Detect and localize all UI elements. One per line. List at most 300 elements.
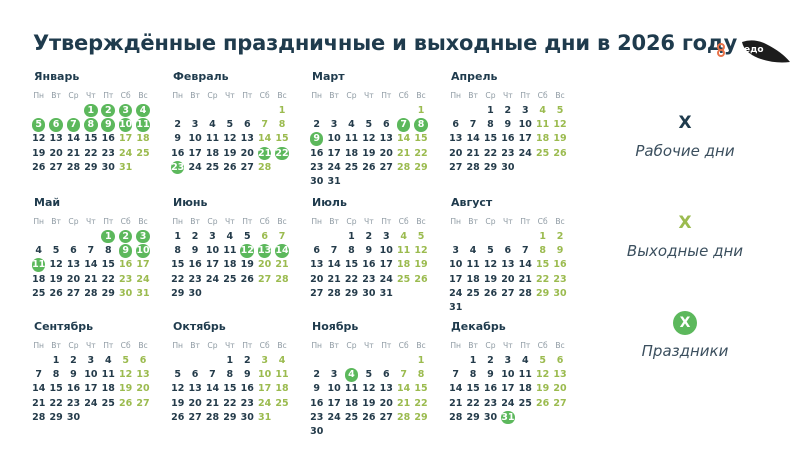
legend-working-label: Рабочие дни [635,142,735,160]
weekday-header: Сб [537,217,548,227]
weekday-header: Вт [51,91,61,101]
empty-cell [30,353,47,367]
working-day: 10 [327,133,341,145]
working-day: 9 [174,133,181,145]
empty-cell [517,229,534,243]
day-off: 15 [414,133,428,145]
day-off: 22 [414,397,428,409]
working-day: 16 [501,133,515,145]
working-day: 28 [205,411,220,423]
working-day: 22 [223,397,237,409]
weekday-header: Вт [468,341,478,351]
day-off: 29 [414,161,428,173]
working-day: 18 [101,383,115,395]
empty-cell [447,103,464,117]
working-day: 5 [365,368,373,380]
working-day: 18 [466,273,480,285]
working-day: 10 [449,259,463,271]
working-day: 13 [379,383,393,395]
working-day: 27 [49,161,63,173]
working-day: 2 [313,368,320,380]
working-day: 12 [49,259,63,271]
working-day: 4 [521,354,529,366]
working-day: 3 [504,354,512,366]
month-day-grid [169,339,291,425]
day-off: 17 [136,259,150,271]
weekday-header: Ср [68,341,79,351]
empty-cell [169,353,186,367]
working-day: 18 [32,273,46,285]
working-day: 23 [483,397,498,409]
working-day: 23 [310,161,324,173]
empty-cell [239,103,256,117]
working-day: 25 [205,161,220,173]
legend-days-off-label: Выходные дни [626,242,744,260]
working-day: 20 [66,273,81,285]
working-day: 8 [174,244,181,256]
working-day: 29 [101,287,115,299]
working-day: 3 [191,118,199,130]
working-day: 7 [452,368,459,380]
holiday-day: 9 [308,132,325,146]
empty-cell [447,229,464,243]
month-name: Январь [34,70,80,83]
working-day: 14 [518,259,532,271]
working-day: 9 [191,244,199,256]
working-day: 28 [32,411,46,423]
working-day: 19 [483,273,498,285]
holiday-day: 7 [65,118,82,132]
weekday-header: Вт [51,217,61,227]
weekday-header: Чт [86,91,96,101]
day-off-mark: X [678,213,692,233]
day-off: 7 [400,368,407,380]
weekday-header: Пт [520,341,531,351]
working-day: 24 [84,397,98,409]
working-day: 19 [240,259,254,271]
working-day: 13 [66,259,81,271]
working-day: 8 [469,368,477,380]
month-name: Май [34,196,61,209]
working-day: 5 [52,244,60,256]
working-day: 20 [49,147,63,159]
working-day: 3 [87,354,95,366]
holiday-day: 2 [117,229,134,243]
working-day: 25 [32,287,46,299]
working-day: 18 [344,397,359,409]
day-off: 25 [275,397,289,409]
working-day: 3 [209,230,216,242]
day-off: 31 [136,287,150,299]
working-day: 16 [310,147,324,159]
holiday-day: 4 [343,368,360,382]
holiday-day: 11 [136,118,150,130]
working-day: 21 [84,273,98,285]
weekday-header: Ср [346,341,357,351]
working-day: 28 [466,161,480,173]
day-off: 20 [553,383,567,395]
month-day-grid [308,215,430,301]
holiday-day: 9 [100,118,117,132]
empty-cell [221,103,238,117]
working-day: 3 [330,118,338,130]
weekday-header: Ср [68,217,79,227]
working-day: 16 [240,383,254,395]
empty-cell [308,353,325,367]
day-off: 28 [258,161,272,173]
empty-cell [186,353,203,367]
holiday-day: 1 [100,229,117,243]
day-off: 21 [397,147,411,159]
month-day-grid [30,339,152,425]
empty-cell [204,353,221,367]
weekday-header: Сб [537,91,548,101]
holiday-day: 31 [501,411,515,423]
working-day: 27 [449,161,463,173]
working-day: 10 [84,368,98,380]
working-day: 27 [310,287,324,299]
working-day: 12 [171,383,185,395]
working-day: 15 [49,383,63,395]
day-off: 5 [556,104,564,116]
holiday-day: 3 [134,229,151,243]
working-day: 8 [226,368,234,380]
working-day: 2 [174,118,181,130]
working-day: 1 [469,354,477,366]
working-day: 30 [483,411,498,423]
weekday-header: Вс [138,341,148,351]
working-day: 14 [327,259,341,271]
working-day: 26 [362,161,376,173]
working-day: 24 [327,161,341,173]
holiday-day: 10 [119,118,133,130]
working-day: 29 [171,287,185,299]
holiday-day: 2 [100,103,117,117]
working-day: 19 [32,147,46,159]
month-name: Февраль [173,70,229,83]
working-day: 13 [379,133,393,145]
holiday-day: 5 [30,118,47,132]
day-off: 18 [275,383,289,395]
weekday-header: Пн [33,91,45,101]
day-off: 29 [536,287,550,299]
month-day-grid [169,215,291,301]
day-off: 12 [119,368,133,380]
day-off: 11 [275,368,289,380]
working-day: 15 [84,133,98,145]
holiday-day: 12 [240,244,254,256]
working-day: 7 [330,244,338,256]
month-day-grid [30,89,152,175]
working-day: 17 [501,383,515,395]
weekday-header: Вс [138,91,148,101]
working-day: 14 [449,383,463,395]
weekday-header: Сб [259,91,270,101]
working-day: 26 [171,411,185,423]
working-day: 17 [84,383,98,395]
working-day: 27 [379,161,393,173]
day-off: 27 [553,397,567,409]
working-day: 11 [223,244,237,256]
weekday-header: Пт [103,341,114,351]
day-off: 27 [258,273,272,285]
day-off: 18 [136,133,150,145]
day-off: 28 [397,411,411,423]
day-off: 26 [119,397,133,409]
working-day: 2 [365,230,373,242]
day-off: 28 [397,161,411,173]
working-day: 20 [188,397,202,409]
day-off: 7 [261,118,268,130]
weekday-header: Сб [259,217,270,227]
day-off: 14 [397,133,411,145]
weekday-header: Пн [311,341,323,351]
legend-days-off [610,210,760,260]
weekday-header: Пн [33,217,45,227]
working-day: 11 [518,368,532,380]
day-off: 15 [275,133,289,145]
holiday-day: 9 [117,244,134,258]
working-day: 11 [101,368,115,380]
working-day: 16 [362,259,376,271]
day-off: 22 [414,147,428,159]
weekday-header: Пт [242,217,253,227]
working-day: 2 [243,354,251,366]
empty-cell [360,103,377,117]
working-day: 15 [101,259,115,271]
working-day: 5 [226,118,234,130]
day-off: 1 [539,230,546,242]
month-name: Июль [312,196,347,209]
empty-cell [47,229,64,243]
working-day: 30 [101,161,115,173]
working-day: 27 [501,287,515,299]
working-day: 31 [327,176,341,188]
holiday-day: 11 [32,259,46,271]
empty-cell [30,229,47,243]
day-off: 14 [397,383,411,395]
working-day: 31 [379,287,393,299]
working-day: 17 [188,147,202,159]
working-day: 21 [327,273,341,285]
day-off: 7 [278,230,286,242]
weekday-header: Чт [86,341,96,351]
weekday-header: Пн [33,341,45,351]
weekday-header: Пн [172,341,184,351]
working-day-mark: X [678,113,692,133]
working-day: 21 [449,397,463,409]
working-day: 15 [466,383,480,395]
working-day: 6 [70,244,77,256]
day-off: 30 [119,287,133,299]
working-day: 28 [66,161,81,173]
weekday-header: Пт [520,217,531,227]
working-day: 13 [501,259,515,271]
empty-cell [169,103,186,117]
weekday-header: Вт [190,91,200,101]
weekday-header: Сб [120,341,131,351]
day-off: 21 [397,397,411,409]
day-off: 25 [136,147,150,159]
working-day: 10 [379,244,393,256]
working-day: 2 [504,104,512,116]
working-day: 22 [171,273,185,285]
day-off: 29 [414,411,428,423]
month-day-grid [447,339,569,425]
day-off: 9 [556,244,564,256]
working-day: 21 [466,147,480,159]
working-day: 25 [344,161,359,173]
working-day: 22 [483,147,498,159]
empty-cell [82,229,99,243]
working-day: 13 [188,383,202,395]
day-off: 4 [400,230,407,242]
day-off: 17 [258,383,272,395]
month-day-grid [30,215,152,301]
day-off: 10 [258,368,272,380]
holiday-day: 6 [47,118,64,132]
weekday-header: Сб [537,341,548,351]
working-day: 3 [521,104,529,116]
day-off: 15 [536,259,550,271]
working-day: 29 [483,161,498,173]
working-day: 3 [330,368,338,380]
working-day: 18 [518,383,532,395]
working-day: 3 [452,244,459,256]
working-day: 7 [35,368,42,380]
working-day: 28 [327,287,341,299]
working-day: 31 [449,302,463,314]
weekday-header: Вт [190,217,200,227]
weekday-header: Пн [311,217,323,227]
day-off: 6 [139,354,147,366]
holiday-day: 10 [136,244,150,256]
day-off: 2 [556,230,564,242]
working-day: 23 [501,147,515,159]
working-day: 24 [379,273,393,285]
day-off: 3 [261,354,268,366]
weekday-header: Вт [329,217,339,227]
day-off: 12 [414,244,428,256]
day-off: 19 [414,259,428,271]
working-day: 30 [501,161,515,173]
working-day: 27 [379,411,393,423]
day-off: 25 [536,147,550,159]
working-day: 1 [52,354,60,366]
brand-logo [714,36,794,66]
weekday-header: Чт [364,91,374,101]
working-day: 6 [452,118,459,130]
working-day: 2 [313,118,320,130]
working-day: 13 [310,259,324,271]
working-day: 26 [49,287,63,299]
day-off: 19 [119,383,133,395]
working-day: 4 [209,118,216,130]
working-day: 16 [171,147,185,159]
holiday-day: 8 [82,118,99,132]
weekday-header: Сб [120,217,131,227]
working-day: 9 [487,368,494,380]
working-day: 15 [344,259,359,271]
empty-cell [447,353,464,367]
day-off: 31 [258,411,272,423]
working-day: 4 [469,244,477,256]
working-day: 27 [188,411,202,423]
empty-cell [65,103,82,117]
working-day: 13 [49,133,63,145]
weekday-header: Вс [277,341,287,351]
working-day: 13 [449,133,463,145]
day-off: 5 [122,354,129,366]
working-day: 26 [223,161,237,173]
weekday-header: Вт [190,341,200,351]
working-day: 23 [362,273,376,285]
working-day: 11 [344,383,359,395]
day-off: 26 [536,397,550,409]
working-day: 25 [518,397,532,409]
empty-cell [30,103,47,117]
month-day-grid [169,89,291,175]
day-off: 5 [417,230,425,242]
holiday-day: 14 [275,244,289,256]
working-day: 20 [379,147,393,159]
empty-cell [395,103,412,117]
working-day: 10 [501,368,515,380]
weekday-header: Пт [381,91,392,101]
holiday-mark: X [673,311,697,335]
month-name: Сентябрь [34,320,94,333]
weekday-header: Вс [555,91,565,101]
working-day: 16 [101,133,115,145]
empty-cell [65,229,82,243]
weekday-header: Ср [346,217,357,227]
working-day: 10 [205,244,220,256]
working-day: 20 [379,397,393,409]
working-day: 18 [344,147,359,159]
weekday-header: Пт [242,341,253,351]
weekday-header: Вс [416,217,426,227]
working-day: 11 [344,133,359,145]
working-day: 29 [466,411,480,423]
empty-cell [378,103,395,117]
weekday-header: Пт [381,341,392,351]
holiday-day: 4 [134,103,151,117]
day-off: 6 [261,230,268,242]
empty-cell [308,229,325,243]
working-day: 4 [35,244,42,256]
working-day: 30 [240,411,254,423]
month-name: Август [451,196,493,209]
weekday-header: Пт [520,91,531,101]
working-day: 21 [518,273,532,285]
working-day: 9 [313,383,320,395]
weekday-header: Чт [86,217,96,227]
day-off: 17 [119,133,133,145]
working-day: 14 [32,383,46,395]
empty-cell [325,353,342,367]
working-day: 27 [66,287,81,299]
day-off: 5 [539,354,546,366]
working-day: 11 [205,133,220,145]
working-day: 19 [362,397,376,409]
weekday-header: Вс [416,91,426,101]
working-day: 6 [382,118,390,130]
working-day: 15 [483,133,498,145]
working-day: 16 [66,383,81,395]
holiday-day: 23 [171,161,185,173]
working-day: 28 [518,287,532,299]
day-off: 8 [417,368,425,380]
